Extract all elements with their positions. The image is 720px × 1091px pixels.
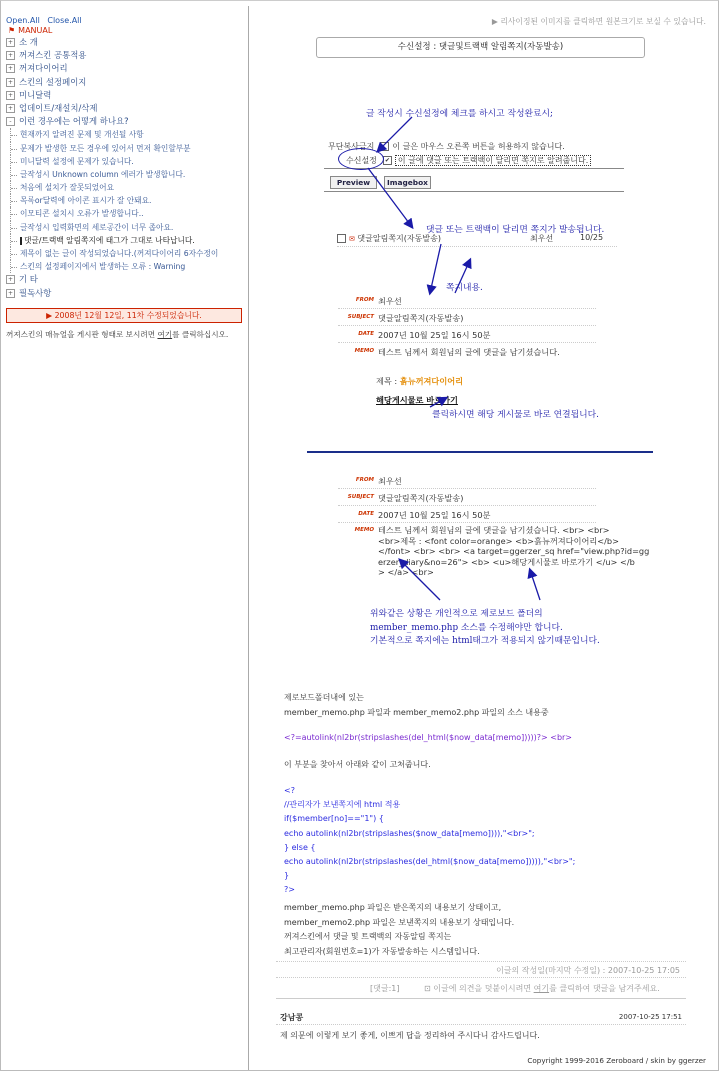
arrow-to-list-row <box>368 168 412 227</box>
comment-date: 2007-10-25 17:51 <box>618 1013 682 1021</box>
tree-node-label: 스킨의 설정페이지 <box>19 76 87 87</box>
tree-child-label: 댓글/트랙백 알림쪽지에 태그가 그대로 나타납니다. <box>24 235 195 245</box>
subject-tag: SUBJECT <box>347 494 374 500</box>
tree-child-item[interactable]: 글작성시 입력화면의 세로공간이 너무 좁아요. <box>6 221 246 234</box>
tree-child-item[interactable]: 문제가 발생한 모든 경우에 있어서 먼저 확인할부분 <box>6 142 246 155</box>
body-line: member_memo.php 파일은 받은쪽지의 내용보기 상태이고, <box>284 903 502 912</box>
hint-text: 꺼져스킨의 매뉴얼을 게시판 형태로 보시려면 <box>6 329 158 339</box>
arrow-to-checkbox <box>378 117 412 151</box>
reply-hint-text: 이글에 의견을 덧붙이시려면 <box>433 984 534 993</box>
body-line: member_memo2.php 파일은 보낸쪽지의 내용보기 상태입니다. <box>284 917 515 927</box>
meta-divider <box>276 977 686 978</box>
memo-tag: MEMO <box>354 348 374 354</box>
code-line: <? <box>284 786 295 795</box>
row-date: 10/25 <box>580 233 604 242</box>
arrow-to-tags2 <box>530 570 540 600</box>
body-line: 꺼져스킨에서 댓글 및 트랙백의 자동알림 쪽지는 <box>284 932 452 941</box>
date-tag: DATE <box>358 511 374 517</box>
memo-line: > </a> <br> <box>378 567 434 577</box>
preview-button[interactable]: Preview <box>330 176 377 189</box>
expand-icon[interactable]: + <box>7 289 14 297</box>
memo-line: </font> <br> <br> <a target=ggerzer_sq href="view.php?id=gg <box>378 546 650 556</box>
page-title: 수신설정 : 댓글및트랙백 알림쪽지(자동발송) <box>316 37 645 58</box>
meta-divider <box>276 961 686 962</box>
envelope-icon: ✉ <box>349 235 355 243</box>
msg2-subject: 댓글알림쪽지(자동발송) <box>378 493 464 503</box>
arrow-to-tags <box>400 560 440 600</box>
close-all-link[interactable]: Close.All <box>47 16 82 25</box>
manual-label: MANUAL <box>18 26 53 35</box>
row-title[interactable]: 댓글알림쪽지(자동발송) <box>357 234 441 243</box>
arrow-to-message <box>430 244 441 293</box>
expand-icon[interactable]: + <box>7 65 14 73</box>
notify-label: 수신설정 <box>346 156 377 165</box>
code-line: } <box>284 871 290 881</box>
comment-text: 제 의문에 이렇게 보기 좋게, 이쁘게 답을 정리하여 주시다니 감사드립니다. <box>280 1031 540 1040</box>
resize-note: ▶ 리사이징된 이미지를 클릭하면 원본크기로 보실 수 있습니다. <box>491 17 706 26</box>
msg-title-label: 제목 : <box>376 376 400 386</box>
memo-tag: MEMO <box>354 527 374 533</box>
tree-child-item[interactable]: 이모티콘 설치시 오류가 발생합니다.. <box>6 207 246 220</box>
arrow-to-from <box>455 260 470 293</box>
notify-text: 이 글에 댓글 또는 트랙백이 달리면 쪽지로 알려줍니다. <box>395 155 591 166</box>
tree-node-label: 꺼져스킨 공통적용 <box>19 50 87 61</box>
msg2-from: 최우선 <box>378 476 402 486</box>
code-replacement <box>284 784 575 898</box>
expand-icon[interactable]: + <box>7 276 14 284</box>
body-line: 최고관리자(회원번호=1)가 자동발송하는 시스템입니다. <box>284 946 480 956</box>
code-line: if($member[no]=="1") { <box>284 814 384 824</box>
body-para4 <box>284 901 514 959</box>
body-para1: 제로보드폴더내에 있는 <box>284 693 364 702</box>
tree-child-item[interactable]: 미니달력 설정에 문제가 있습니다. <box>6 155 246 168</box>
comment-author: 강남콩 <box>280 1013 304 1022</box>
copy-protect-label: 무단복사금지 <box>328 142 375 151</box>
body-para3: 이 부분을 찾아서 아래와 같이 고쳐줍니다. <box>284 760 431 769</box>
code-line: } else { <box>284 842 316 852</box>
note-line: 기본적으로 쪽지에는 html태그가 적용되지 않기때문입니다. <box>370 636 600 646</box>
tree-node-label: 기 타 <box>19 274 38 285</box>
imagebox-button[interactable]: Imagebox <box>384 176 431 189</box>
tree-node-label: 미니달력 <box>19 89 52 100</box>
expand-icon[interactable]: + <box>7 91 14 99</box>
tree-child-item[interactable]: 스킨의 설정페이지에서 발생하는 오류 : Warning <box>6 260 246 273</box>
notify-checkbox[interactable]: ✔ <box>384 157 390 164</box>
annotation-step1: 글 작성시 수신설정에 체크를 하시고 작성완료시; <box>366 109 553 119</box>
expand-icon[interactable]: + <box>7 78 14 86</box>
memo-line: erzer_diary&no=26"> <b> <u>해당게시물로 바로가기 </u> </b <box>378 556 635 567</box>
expand-icon[interactable]: + <box>7 39 14 46</box>
comment-top-line <box>276 998 686 999</box>
open-all-link[interactable]: Open.All <box>6 16 40 25</box>
code-line: echo autolink(nl2br(stripslashes(del_html($now_data[memo])))),"<br>"; <box>284 857 576 867</box>
memo-line: 테스트 님께서 회원님의 글에 댓글을 남기셨습니다. <br> <br> <box>378 525 610 535</box>
go-to-post-link[interactable]: 해당게시물로 바로가기 <box>376 395 458 405</box>
from-tag: FROM <box>355 297 374 303</box>
msg-date: 2007년 10월 25일 16시 50분 <box>378 330 491 340</box>
body-para2: member_memo.php 파일과 member_memo2.php 파일의 소스 내용중 <box>284 708 549 717</box>
comment-divider <box>276 1024 686 1025</box>
reply-link[interactable]: 여기 <box>533 984 550 993</box>
code-original: <?=autolink(nl2br(stripslashes(del_html($now_data[memo]))))?> <br> <box>284 733 573 742</box>
msg-title-value: 흙뉴꺼져다이어리 <box>399 376 464 386</box>
reply-hint-icon: ⊡ <box>424 984 434 993</box>
tree-child-item[interactable]: 처음에 설치가 잘못되었어요 <box>6 181 246 194</box>
msg-subject: 댓글알림쪽지(자동발송) <box>378 313 464 323</box>
subject-tag: SUBJECT <box>347 314 374 320</box>
tree-child-item[interactable]: 현재까지 알려진 문제 및 개선될 사항 <box>6 128 246 141</box>
msg-memo: 테스트 님께서 회원님의 글에 댓글을 남기셨습니다. <box>378 347 560 357</box>
board-view-link[interactable]: 여기 <box>157 329 173 339</box>
tree-node-label: 업데이트/재설치/삭제 <box>19 102 98 113</box>
update-notice: ▶ 2008년 12월 12일, 11차 수정되었습니다. <box>6 308 242 323</box>
code-line: ?> <box>284 885 295 895</box>
expand-icon[interactable]: + <box>7 52 14 60</box>
tree-child-item[interactable]: 제목이 없는 글이 작성되었습니다.(꺼져다이어리 6자수정이 <box>6 247 246 260</box>
tree-child-item[interactable]: 목록or달력에 아이콘 표시가 잘 안돼요. <box>6 194 246 207</box>
note-line: 위와같은 상황은 개인적으로 제로보드 폴더의 <box>370 609 543 619</box>
date-tag: DATE <box>358 331 374 337</box>
flag-icon: ⚑ <box>8 26 16 35</box>
annotation-step4: 클릭하시면 해당 게시물로 바로 연결됩니다. <box>432 410 599 420</box>
msg2-date: 2007년 10월 25일 16시 50분 <box>378 510 491 520</box>
hint-text: 를 클릭하십시오. <box>172 329 229 339</box>
code-line: echo autolink(nl2br(stripslashes($now_data[memo]))),"<br>"; <box>284 828 535 838</box>
note-line: member_memo.php 소스를 수정해야만 합니다. <box>370 622 563 633</box>
copy-protect-text: 이 글은 마우스 오른쪽 버튼을 허용하지 않습니다. <box>392 142 565 151</box>
row-author: 최우선 <box>530 234 554 243</box>
collapse-icon[interactable]: - <box>6 117 15 126</box>
last-edit: 이글의 작성일(마지막 수정일) : 2007-10-25 17:05 <box>496 966 680 975</box>
code-line: //관리자가 보낸쪽지에 html 적용 <box>284 800 401 810</box>
reply-count: [댓글:1] <box>370 984 400 993</box>
msg-from: 최우선 <box>378 296 402 306</box>
expand-icon[interactable]: + <box>7 104 14 112</box>
reply-hint-text: 를 클릭하여 댓글을 남겨주세요. <box>549 984 660 993</box>
tree-node-label: 이런 경우에는 어떻게 하나요? <box>19 116 129 127</box>
tree-node-label: 꺼져다이어리 <box>19 63 68 74</box>
annotation-step3: 쪽지내용. <box>446 283 483 293</box>
tree-node-label: 필독사항 <box>19 287 52 298</box>
annotation-step2: 댓글 또는 트랙백이 달리면 쪽지가 발송됩니다. <box>426 225 605 235</box>
reply-hint <box>424 983 660 994</box>
arrow-to-link <box>430 398 446 407</box>
copyright-footer: Copyright 1999-2016 Zeroboard / skin by ggerzer <box>527 1056 706 1065</box>
from-tag: FROM <box>355 477 374 483</box>
tree-child-item[interactable]: 글작성시 Unknown column 에러가 발생합니다. <box>6 168 246 181</box>
memo-line: <br>제목 : <font color=orange> <b>흙뉴꺼져다이어리</b> <box>378 535 619 546</box>
tree-node-label: 소 개 <box>19 37 38 47</box>
